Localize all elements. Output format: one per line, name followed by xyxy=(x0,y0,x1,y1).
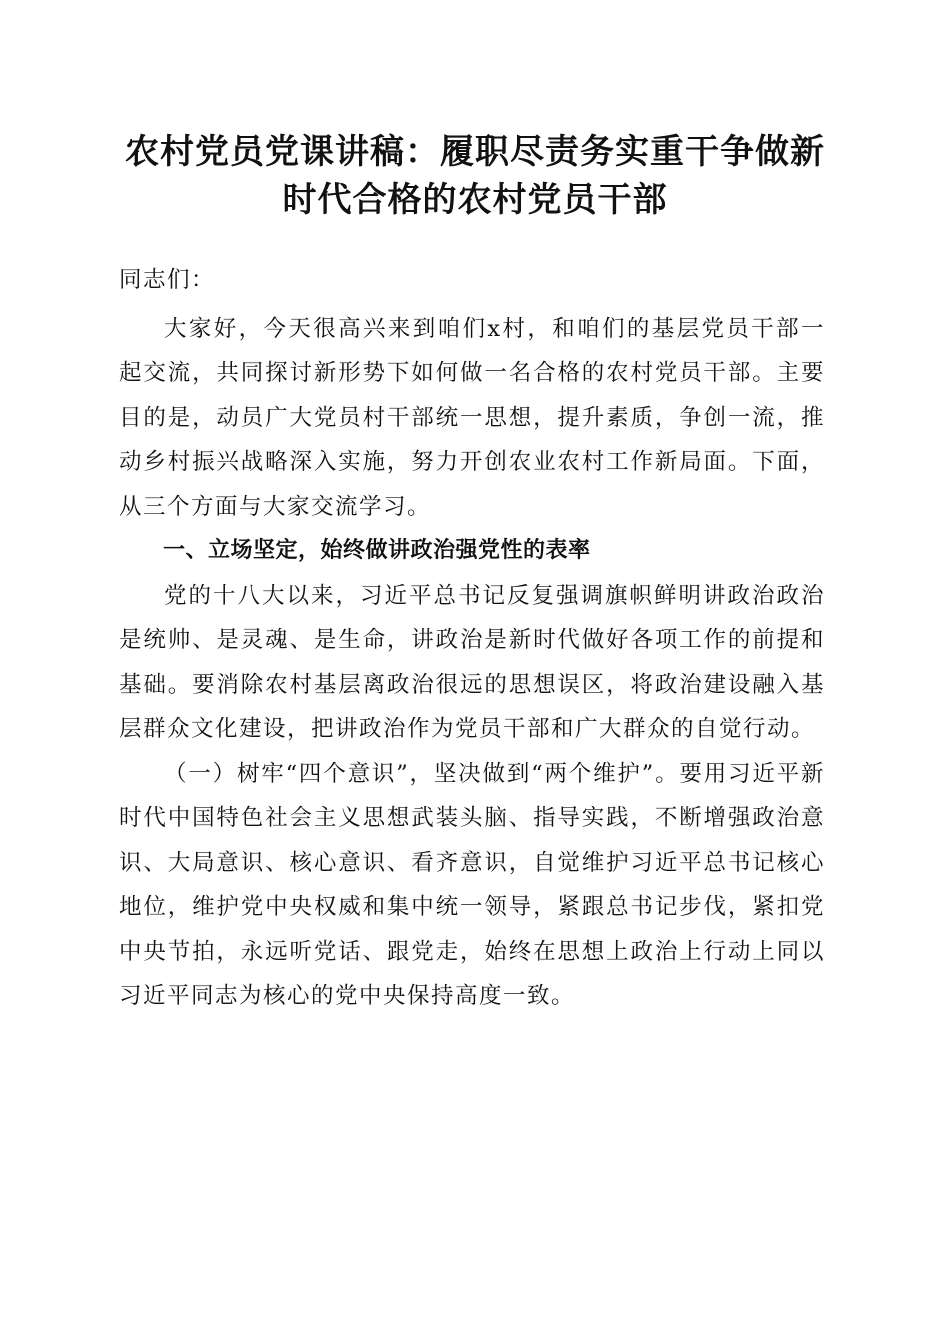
title-line-2: 时代合格的农村党员干部 xyxy=(282,180,668,220)
document-body xyxy=(119,258,825,1019)
section-1-paragraph: 党的十八大以来，习近平总书记反复强调旗帜鲜明讲政治政治是统帅、是灵魂、是生命，讲政治是新时代做好各项工作的前提和基础。要消除农村基层离政治很远的思想误区，将政治建设融入基层群众文化建设，把讲政治作为党员干部和广大群众的自觉行动。 xyxy=(119,582,825,742)
salutation: 同志们： xyxy=(119,267,216,293)
title-line-1: 农村党员党课讲稿：履职尽责务实重干争做新 xyxy=(125,132,825,172)
intro-paragraph: 大家好，今天很高兴来到咱们x村，和咱们的基层党员干部一起交流，共同探讨新形势下如何做一名合格的农村党员干部。主要目的是，动员广大党员村干部统一思想，提升素质，争创一流，推动乡村振兴战略深入实施，努力开创农业农村工作新局面。下面，从三个方面与大家交流学习。 xyxy=(119,315,825,520)
subsection-1-paragraph: （一）树牢“四个意识”，坚决做到“两个维护”。要用习近平新时代中国特色社会主义思想武装头脑、指导实践，不断增强政治意识、大局意识、核心意识、看齐意识，自觉维护习近平总书记核心地位，维护党中央权威和集中统一领导，紧跟总书记步伐，紧扣党中央节拍，永远听党话、跟党走，始终在思想上政治上行动上同以习近平同志为核心的党中央保持高度一致。 xyxy=(119,760,825,1009)
document-title xyxy=(110,128,840,224)
section-1-heading: 一、立场坚定，始终做讲政治强党性的表率 xyxy=(163,538,591,563)
